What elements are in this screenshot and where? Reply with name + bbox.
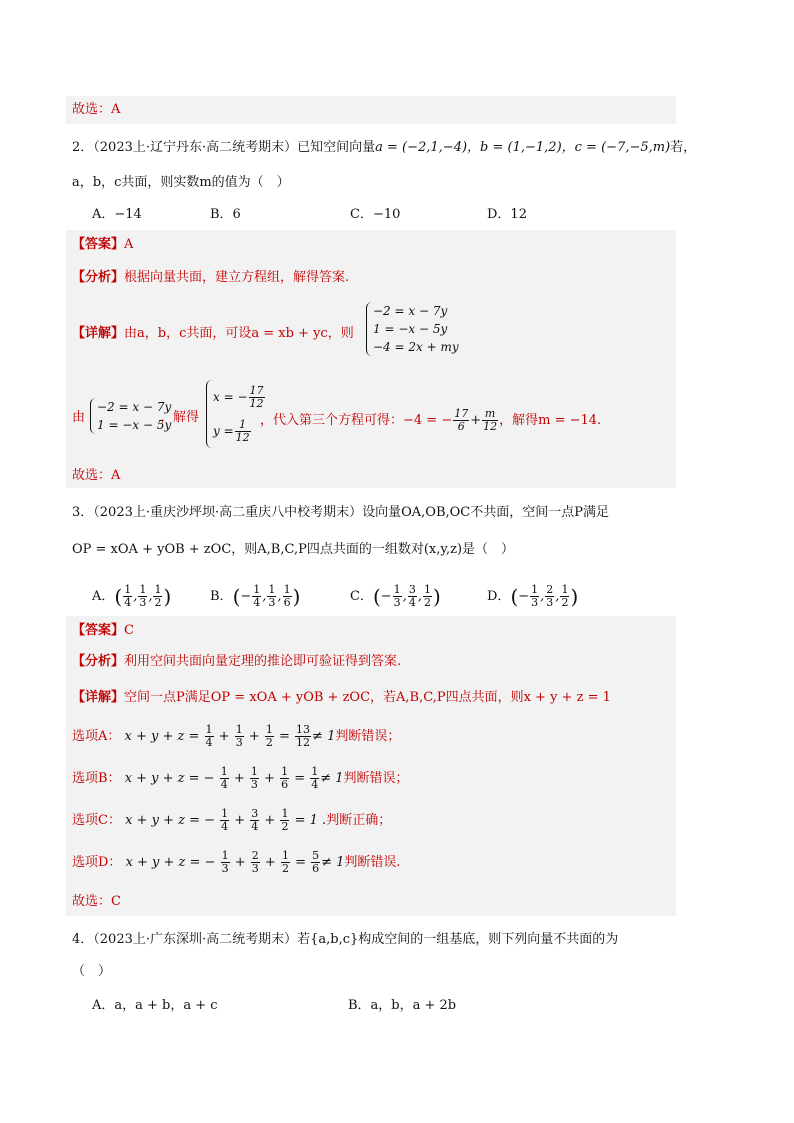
q3-option-a[interactable]: A．( $\frac{1}{4}$ , $\frac{1}{3}$ , $\frac{1}{2}$ ): [92, 583, 172, 609]
fraction: $\frac{1}{3}$: [221, 849, 229, 875]
fraction: $\frac{1}{3}$: [139, 583, 147, 609]
fraction: $\frac{2}{3}$: [546, 583, 554, 609]
fraction: $\frac{1}{4}$: [253, 583, 261, 609]
q4-stem-line2: （ ）: [72, 964, 112, 979]
q3-option-b[interactable]: B．(− $\frac{1}{4}$ , $\frac{1}{3}$ , $\frac{1}{6}$ ): [210, 583, 301, 609]
equation: −4 = 2x + my: [373, 340, 459, 354]
fraction: $\frac{3}{4}$: [251, 807, 259, 833]
q2-stem-prefix: 2．（2023上·辽宁丹东·高二统考期末）已知空间向量: [72, 140, 376, 155]
fraction: $\frac{2}{3}$: [251, 849, 259, 875]
answer-tag: 【答案】: [72, 237, 125, 252]
q3-stem-line1: 3．（2023上·重庆沙坪坝·高二重庆八中校考期末）设向量OA,OB,OC不共面，空间一点P满足: [72, 505, 609, 520]
q2-substitute-line: ，代入第三个方程可得：−4 = − $\frac{17}{6}$ + $\frac{m}{12}$ ，解得m = −14.: [260, 407, 602, 433]
fraction: $\frac{1}{2}$: [265, 723, 273, 749]
option-label: D．: [487, 589, 511, 604]
q3-detail-line: [72, 688, 676, 708]
q4-option-b[interactable]: B．a，b，a + 2b: [348, 998, 457, 1013]
q2-vec-c: c = (−7,−5,m): [574, 140, 671, 155]
equation: 1 = −x − 5y: [97, 418, 172, 432]
fraction: $\frac{1}{3}$: [531, 583, 539, 609]
q3-selected: 故选：C: [72, 894, 121, 909]
fraction: $\frac{1}{3}$: [250, 765, 258, 791]
q3-check-d: 选项D： x + y + z = − $\frac{1}{3}$ + $\frac{2}{3}$ + $\frac{1}{2}$ = $\frac{5}{6}$ ≠ 1判断错误.: [72, 849, 401, 875]
fraction: $\frac{1}{2}$: [561, 583, 569, 609]
q4-option-a[interactable]: A．a，a + b，a + c: [92, 998, 218, 1013]
option-label: B．: [210, 589, 233, 604]
q2-selected: 故选：A: [72, 468, 121, 483]
q2-detail: 由a，b，c共面，可设a = xb + yc，则: [124, 326, 354, 341]
q1-selected: 故选：A: [72, 102, 121, 117]
fraction: $\frac{1}{6}$: [283, 583, 291, 609]
q2-stem-line1: [72, 138, 697, 158]
q2-solve-mid: ，解得: [160, 410, 200, 425]
q2-option-b[interactable]: B．6: [210, 207, 241, 222]
fraction: $\frac{1}{4}$: [221, 807, 229, 833]
answer-tag: 【答案】: [72, 623, 125, 638]
fraction: $\frac{1}{2}$: [281, 849, 289, 875]
q2-option-a[interactable]: A．−14: [92, 207, 142, 222]
q2-stem-suffix: 若，: [670, 140, 697, 155]
fraction: $\frac{1}{4}$: [311, 765, 319, 791]
q2-answer: A: [124, 237, 134, 252]
analysis-tag: 【分析】: [72, 270, 125, 285]
q2-option-c[interactable]: C．−10: [350, 207, 401, 222]
q3-option-d[interactable]: D．(− $\frac{1}{3}$ , $\frac{2}{3}$ , $\frac{1}{2}$ ): [487, 583, 579, 609]
fraction: $\frac{1}{4}$: [205, 723, 213, 749]
detail-tag: 【详解】: [72, 326, 125, 341]
q3-answer: C: [124, 623, 134, 638]
fraction: $\frac{1}{2}$: [281, 807, 289, 833]
q2-option-d[interactable]: D．12: [487, 207, 527, 222]
fraction: $\frac{1}{3}$: [235, 723, 243, 749]
fraction: $\frac{13}{12}$: [296, 723, 311, 749]
fraction: $\frac{1}{6}$: [281, 765, 289, 791]
fraction: $\frac{1}{2}$: [154, 583, 162, 609]
q3-check-b: 选项B： x + y + z = − $\frac{1}{4}$ + $\frac{1}{3}$ + $\frac{1}{6}$ = $\frac{1}{4}$ ≠ 1判断错误；: [72, 765, 409, 791]
equation: −2 = x − 7y: [373, 304, 448, 318]
fraction: $\frac{1}{4}$: [124, 583, 132, 609]
fraction: $\frac{m}{12}$: [483, 407, 498, 433]
q2-answer-line: [72, 235, 676, 255]
q2-analysis-line: [72, 268, 676, 288]
equation: −2 = x − 7y: [97, 400, 172, 414]
solution-y: y = $\frac{1}{12}$: [213, 418, 250, 444]
fraction: $\frac{1}{4}$: [220, 765, 228, 791]
q2-vec-a: a = (−2,1,−4)，: [375, 140, 481, 155]
fraction: $\frac{1}{2}$: [423, 583, 431, 609]
equation: 1 = −x − 5y: [373, 322, 448, 336]
q3-answer-line: [72, 621, 676, 641]
q3-check-c: 选项C： x + y + z = − $\frac{1}{4}$ + $\frac{3}{4}$ + $\frac{1}{2}$ = 1 .判断正确；: [72, 807, 392, 833]
q3-analysis: 利用空间共面向量定理的推论即可验证得到答案.: [124, 654, 402, 669]
q3-option-c[interactable]: C．(− $\frac{1}{3}$ , $\frac{3}{4}$ , $\frac{1}{2}$ ): [350, 583, 441, 609]
solution-x: x = − $\frac{17}{12}$: [213, 384, 264, 410]
q2-stem-line2: a，b，c共面，则实数m的值为（ ）: [72, 175, 290, 190]
q2-system-1: [366, 302, 459, 356]
fraction: $\frac{3}{4}$: [408, 583, 416, 609]
fraction: $\frac{17}{6}$: [454, 407, 469, 433]
q2-solve-prefix: 由: [72, 410, 86, 425]
q3-stem-line2: OP = xOA + yOB + zOC，则A,B,C,P四点共面的一组数对(x,y,z)是（ ）: [72, 542, 515, 557]
q2-analysis: 根据向量共面，建立方程组，解得答案.: [124, 270, 350, 285]
q3-detail: 空间一点P满足OP = xOA + yOB + zOC，若A,B,C,P四点共面，则x + y + z = 1: [124, 690, 611, 705]
fraction: $\frac{1}{3}$: [268, 583, 276, 609]
q2-solution-system: [206, 380, 266, 448]
q3-analysis-line: [72, 652, 676, 672]
analysis-tag: 【分析】: [72, 654, 125, 669]
detail-tag: 【详解】: [72, 690, 125, 705]
option-label: A．: [92, 589, 115, 604]
fraction: $\frac{1}{3}$: [393, 583, 401, 609]
q4-stem-line1: 4．（2023上·广东深圳·高二统考期末）若{a,b,c}构成空间的一组基底，则下列向量不共面的为: [72, 932, 619, 947]
q2-vec-b: b = (1,−1,2)，: [480, 140, 575, 155]
q3-check-a: 选项A： x + y + z = $\frac{1}{4}$ + $\frac{1}{3}$ + $\frac{1}{2}$ = $\frac{13}{12}$ ≠ 1判断错误；: [72, 723, 401, 749]
fraction: $\frac{5}{6}$: [312, 849, 320, 875]
option-label: C．: [350, 589, 373, 604]
